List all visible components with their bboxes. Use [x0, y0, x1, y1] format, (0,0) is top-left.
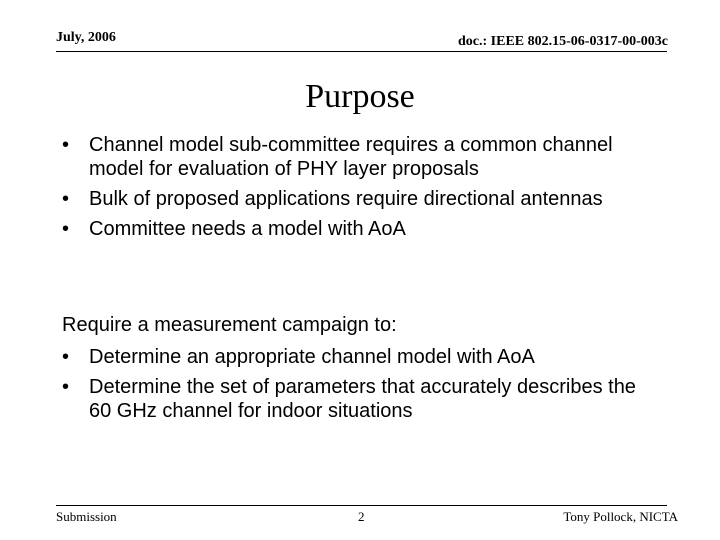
page-number: 2: [358, 509, 365, 524]
list-item: • Channel model sub-committee requires a common channel model for evaluation of PHY layer proposals: [62, 133, 662, 181]
lead-text: Require a measurement campaign to:: [62, 314, 397, 336]
footer-submission: Submission: [56, 509, 117, 524]
list-item: • Determine an appropriate channel model with AoA: [62, 345, 662, 369]
list-item: • Bulk of proposed applications require directional antennas: [62, 187, 662, 211]
bullet-list-bottom: [62, 345, 662, 429]
header-doc-id: doc.: IEEE 802.15-06-0317-00-003c: [458, 34, 668, 49]
list-item: • Committee needs a model with AoA: [62, 217, 662, 241]
header-rule: [56, 51, 667, 52]
list-item: • Determine the set of parameters that accurately describes the 60 GHz channel for indoor situations: [62, 375, 662, 423]
footer-author: Tony Pollock, NICTA: [563, 509, 678, 524]
header-date: July, 2006: [56, 30, 116, 45]
bullet-list-top: [62, 133, 662, 247]
footer-rule: [56, 505, 667, 506]
slide-title: Purpose: [305, 78, 415, 115]
